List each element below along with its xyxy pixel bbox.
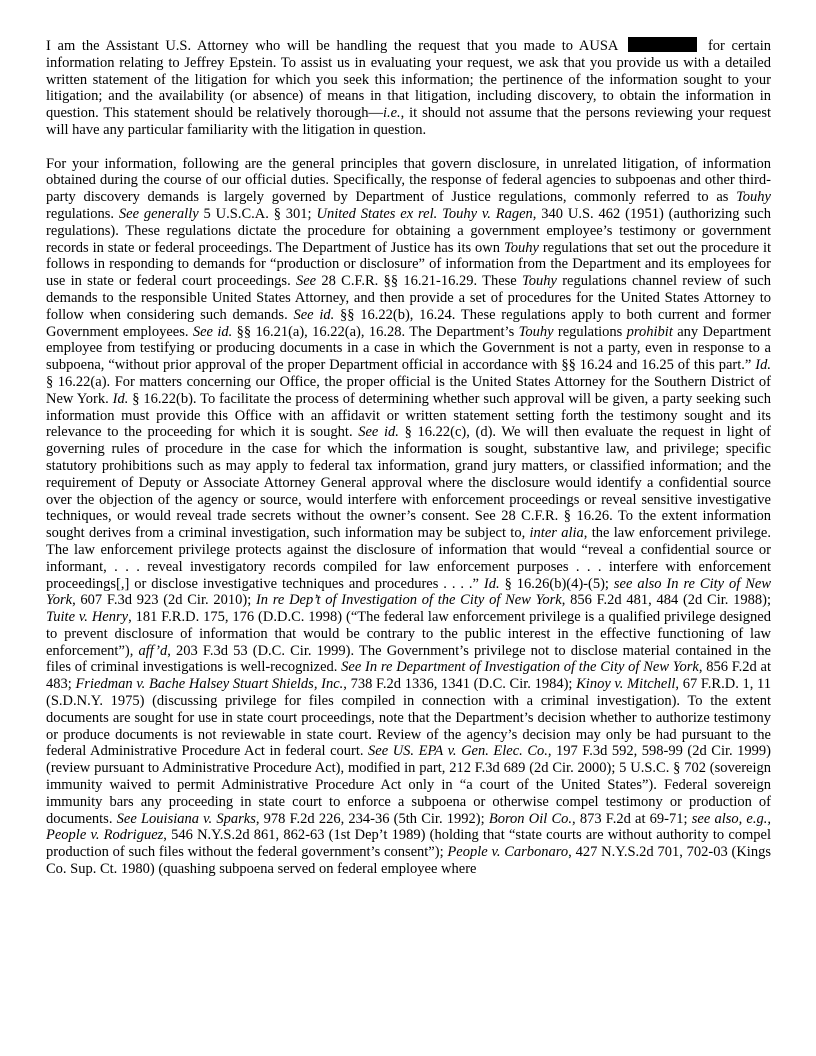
text-run: , 181 F.R.D. 175, 176 (D.D.C. 1998) (“The federal law enforcement privilege is a qualified privilege designed to prevent disclosure of information that would be contrary to the public interest in the effective functioning of law enforcement”),: [46, 609, 771, 659]
text-run: , 203 F.3d 53 (D.C. Cir. 1999). The Government’s privilege not to disclose material contained in the files of criminal investigations is well-recognized.: [46, 642, 771, 676]
citation-italic: see also, e.g., People v. Rodriguez: [46, 810, 771, 844]
text-run: § 16.22(a). For matters concerning our Office, the proper official is the United States Attorney for the Southern District of New York.: [46, 373, 771, 407]
text-run: , 856 F.2d at 483;: [46, 659, 771, 693]
citation-italic: United States ex rel. Touhy v. Ragen: [316, 205, 533, 222]
citation-italic: See: [295, 273, 317, 290]
text-run: §§ 16.22(b), 16.24. These regulations apply to both current and former Government employees.: [46, 306, 771, 340]
text-run: any Department employee from testifying or producing documents in a case in which the Government is not a party, even in response to a subpoena, “without prior approval of the proper Department official in accordance with §§ 16.24 and 16.25 of this part.”: [46, 323, 771, 374]
text-run: , 340 U.S. 462 (1951) (authorizing such regulations). These regulations dictate the procedure for obtaining a government employee’s testimony or government records in state or federal proceedings. The Department of Justice has its own: [46, 205, 771, 256]
citation-italic: See In re Department of Investigation of the City of New York: [341, 659, 699, 676]
citation-italic: Tuite v. Henry: [46, 609, 129, 626]
citation-italic: Touhy: [522, 273, 557, 290]
text-run: , 197 F.3d 592, 598-99 (2d Cir. 1999) (review pursuant to Administrative Procedure Act), modified in part, 212 F.3d 689 (2d Cir. 2000); 5 U.S.C. § 702 (sovereign immunity waived to permit Administrative Procedure Act only in “a court of the United States”). Federal sovereign immunity bars any proceeding in state court to enforce a subpoena or otherwise compel testimony or production of documents.: [46, 743, 771, 827]
text-run: , 873 F.2d at 69-71;: [572, 810, 692, 827]
text-run: , 978 F.2d 226, 234-36 (5th Cir. 1992);: [255, 810, 489, 827]
text-run: , it should not assume that the persons reviewing your request will have any particular familiarity with the litigation in question.: [46, 105, 771, 138]
citation-italic: See Louisiana v. Sparks: [116, 810, 256, 827]
citation-italic: See generally: [118, 205, 199, 222]
text-run: 28 C.F.R. §§ 16.21-16.29. These: [316, 273, 523, 290]
text-run: regulations channel review of such demands to the responsible United States Attorney, and then provide a set of procedures for the United States Attorney to follow when considering such demands.: [46, 273, 771, 323]
citation-italic: i.e.: [382, 105, 401, 122]
text-run: I am the Assistant U.S. Attorney who will be handling the request that you made to AUSA: [46, 38, 625, 54]
text-run: regulations: [553, 323, 627, 340]
text-run: For your information, following are the general principles that govern disclosure, in unrelated litigation, of information obtained during the course of our official duties. Specifically, the response of federal agencies to subpoenas and other third-party discovery demands is largely governed by Department of Justice regulations, commonly referred to as: [46, 155, 771, 206]
citation-italic: inter alia: [529, 525, 584, 542]
citation-italic: Touhy: [503, 239, 539, 256]
citation-italic: See id.: [192, 323, 233, 340]
citation-italic: See id.: [358, 424, 399, 441]
text-run: § 16.26(b)(4)-(5);: [499, 575, 614, 592]
citation-italic: People v. Carbonaro: [447, 844, 569, 861]
citation-italic: Id.: [755, 357, 771, 374]
text-run: , 856 F.2d 481, 484 (2d Cir. 1988);: [561, 592, 771, 609]
text-run: , the law enforcement privilege. The law enforcement privilege protects against the disclosure of information that would “reveal a confidential source or informant, . . . reveal investigatory records compiled for law enforcement purposes . . . interfere with enforcement proceedings[,] or disclose investigative techniques and procedures . . . .”: [46, 525, 771, 592]
text-run: regulations that set out the procedure it follows in responding to demands for “production or disclosure” of information from the Department and its employees for use in state or federal court proceedings.: [46, 239, 772, 290]
text-run: , 427 N.Y.S.2d 701, 702-03 (Kings Co. Sup. Ct. 1980) (quashing subpoena served on federal employee where: [46, 844, 771, 878]
citation-italic: In re Dep’t of Investigation of the City of New York: [255, 592, 562, 609]
citation-italic: see also In re City of New York: [46, 575, 771, 609]
citation-italic: Id.: [112, 390, 129, 407]
citation-italic: Boron Oil Co.: [488, 810, 573, 827]
citation-italic: Id.: [483, 575, 500, 592]
citation-italic: Kinoy v. Mitchell: [576, 676, 676, 693]
redaction-box: [628, 37, 697, 52]
citation-italic: Touhy: [518, 323, 554, 340]
citation-italic: Friedman v. Bache Halsey Stuart Shields, Inc.: [75, 676, 344, 693]
paragraph-principles: [46, 156, 771, 878]
text-run: for certain information relating to Jeffrey Epstein. To assist us in evaluating your request, we ask that you provide us with a detailed written statement of the litigation for which you seek this information; the pertinence of the information sought to your litigation; and the availability (or absence) of means in that litigation, including discovery, to obtain the information in question. This statement should be relatively thorough—: [46, 38, 771, 122]
citation-italic: Touhy: [736, 189, 771, 206]
text-run: , 607 F.3d 923 (2d Cir. 2010);: [72, 592, 256, 609]
citation-italic: aff’d: [138, 642, 168, 659]
paragraph-request: [46, 37, 771, 139]
text-run: regulations.: [46, 205, 119, 222]
text-run: § 16.22(c), (d). We will then evaluate the request in light of governing rules of procedure in the case for which the information is sought, substantive law, and privilege; specific statutory prohibitions such as may apply to federal tax information, grand jury matters, or classified information; and the requirement of Deputy or Associate Attorney General approval where the disclosure would identify a confidential source over the objection of the agency or source, would interfere with enforcement proceedings or reveal sensitive investigative techniques, or would reveal trade secrets without the owner’s consent. See 28 C.F.R. § 16.26. To the extent information sought derives from a criminal investigation, such information may be subject to,: [46, 424, 771, 542]
text-run: , 546 N.Y.S.2d 861, 862-63 (1st Dep’t 1989) (holding that “state courts are without authority to compel production of such files without the federal government’s consent”);: [46, 827, 771, 861]
text-run: , 738 F.2d 1336, 1341 (D.C. Cir. 1984);: [343, 676, 577, 693]
text-run: § 16.22(b). To facilitate the process of determining whether such approval will be given, a party seeking such information must provide this Office with an affidavit or written statement setting forth the testimony sought and its relevance to the proceeding for which it is sought.: [46, 390, 771, 441]
text-run: §§ 16.21(a), 16.22(a), 16.28. The Department’s: [232, 323, 519, 340]
text-run: 5 U.S.C.A. § 301;: [198, 205, 317, 222]
text-run: , 67 F.R.D. 1, 11 (S.D.N.Y. 1975) (discussing privilege for files compiled in connection with a criminal investigation). To the extent documents are sought for use in state court proceedings, note that the Department’s decision whether to authorize testimony or produce documents is not reviewable in state court. Review of the agency’s decision may only be had pursuant to the federal Administrative Procedure Act in federal court.: [46, 676, 772, 760]
citation-italic: See id.: [293, 306, 335, 323]
citation-italic: See US. EPA v. Gen. Elec. Co.: [368, 743, 548, 760]
citation-italic: prohibit: [626, 323, 673, 340]
letter-page: [46, 37, 771, 878]
